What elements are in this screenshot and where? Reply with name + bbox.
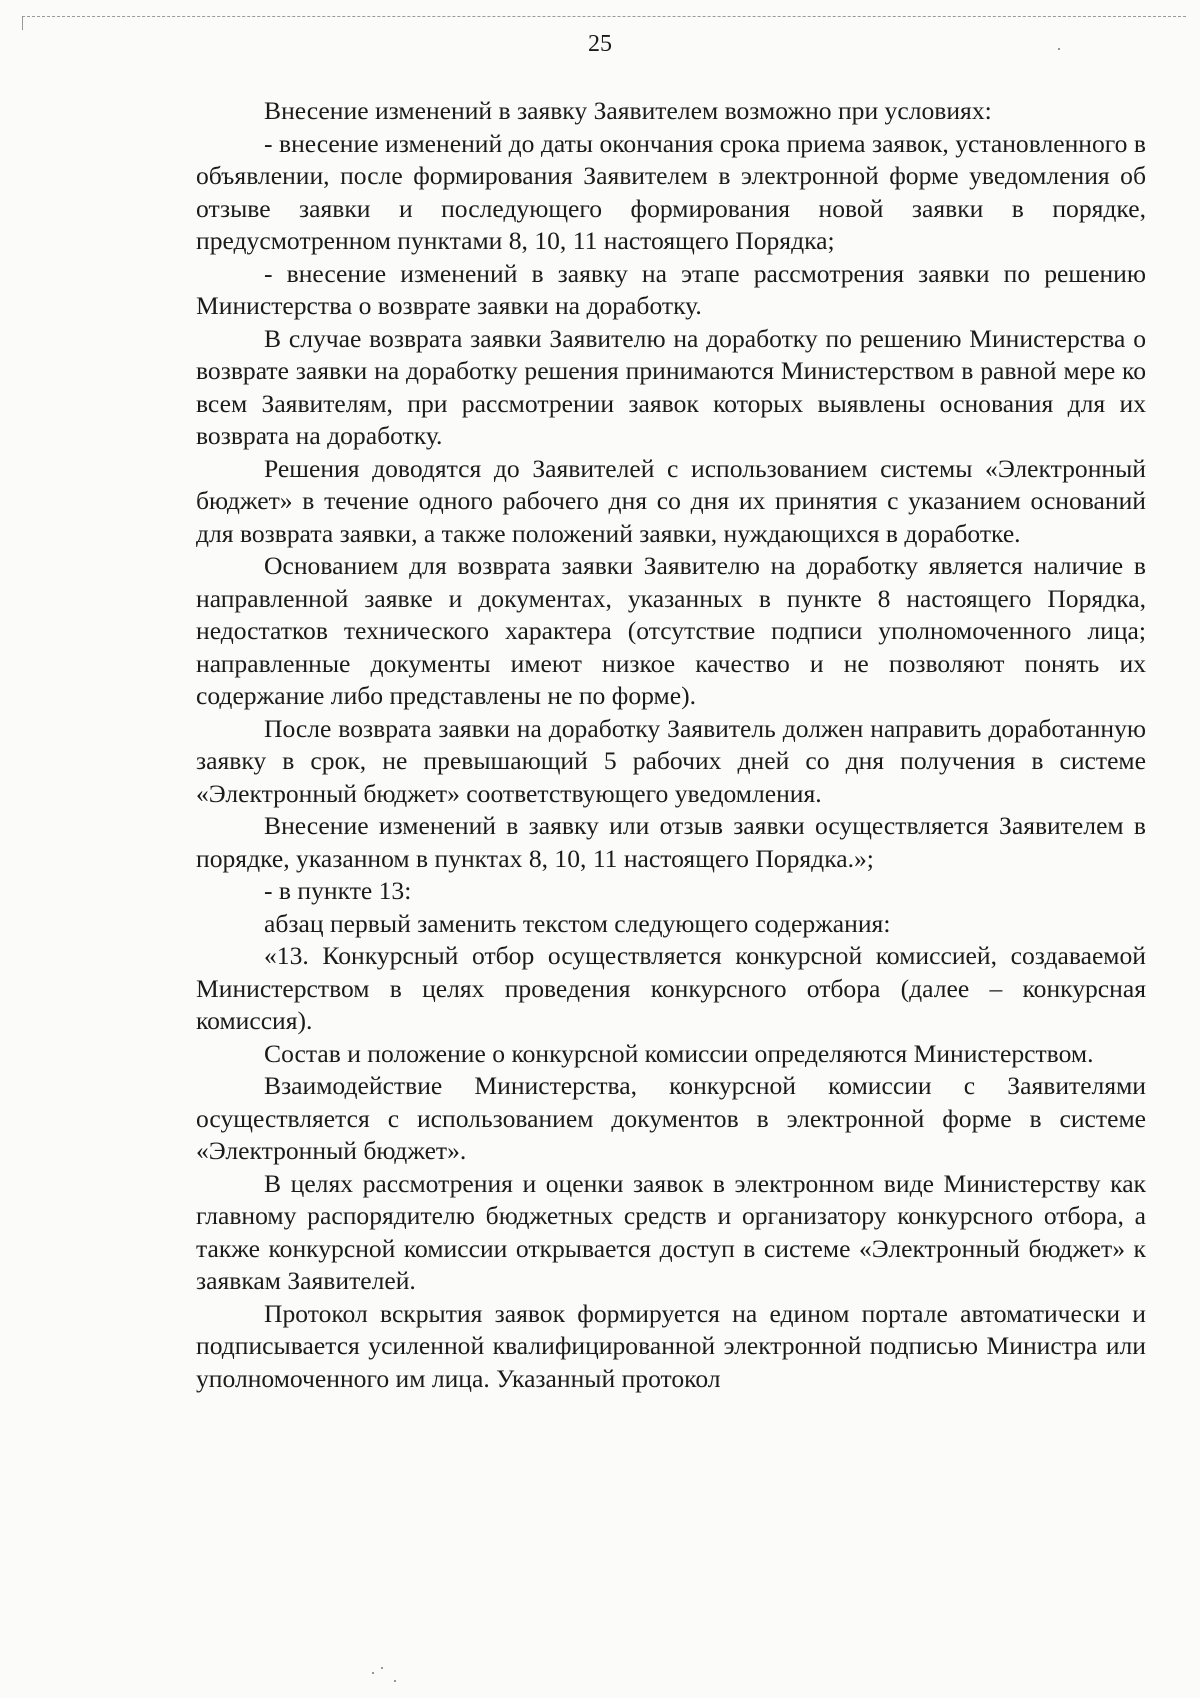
paragraph-9: - в пункте 13: [264,876,412,905]
scan-speck [372,1672,374,1674]
page-number: 25 [588,31,612,57]
scan-speck [381,1667,383,1669]
document-body [196,95,1146,1395]
paragraph-7: После возврата заявки на доработку Заявитель должен направить доработанную заявку в срок, не превышающий 5 рабочих дней со дня получения в системе «Электронный бюджет» соответствующего уведомления. [196,713,1146,808]
paragraph-6: Основанием для возврата заявки Заявителю на доработку является наличие в направленной заявке и документах, указанных в пункте 8 настоящего Порядка, недостатков технического характера (отсутствие подписи уполномоченного лица; направленные документы имеют низкое качество и не позволяют понять их содержание либо представлены не по форме). [196,551,1146,710]
scan-speck [1058,48,1060,50]
paragraph-15: Протокол вскрытия заявок формируется на едином портале автоматически и подписывается усиленной квалифицированной электронной подписью Министра или уполномоченного им лица. Указанный протокол [196,1298,1146,1393]
paragraph-5: Решения доводятся до Заявителей с использованием системы «Электронный бюджет» в течение одного рабочего дня со дня их принятия с указанием оснований для возврата заявки, а также положений заявки, нуждающихся в доработке. [196,453,1146,548]
paragraph-11: «13. Конкурсный отбор осуществляется конкурсной комиссией, создаваемой Министерством в целях проведения конкурсного отбора (далее – конкурсная комиссия). [196,941,1146,1035]
paragraph-8: Внесение изменений в заявку или отзыв заявки осуществляется Заявителем в порядке, указанном в пунктах 8, 10, 11 настоящего Порядка.»; [196,811,1146,873]
paragraph-13: Взаимодействие Министерства, конкурсной комиссии с Заявителями осуществляется с использованием документов в электронной форме в системе «Электронный бюджет». [196,1071,1146,1165]
paragraph-12: Состав и положение о конкурсной комиссии определяются Министерством. [264,1038,1094,1068]
paragraph-1: Внесение изменений в заявку Заявителем возможно при условиях: [264,96,992,125]
paragraph-14: В целях рассмотрения и оценки заявок в электронном виде Министерству как главному распорядителю бюджетных средств и организатору конкурсного отбора, а также конкурсной комиссии открывается доступ в системе «Электронный бюджет» к заявкам Заявителей. [196,1168,1146,1295]
scan-edge-line [22,16,1186,17]
paragraph-2: - внесение изменений до даты окончания срока приема заявок, установленного в объявлении, после формирования Заявителем в электронной форме уведомления об отзыве заявки и последующего формирования новой заявки в порядке, предусмотренном пунктами 8, 10, 11 настоящего Порядка; [196,128,1146,255]
paragraph-10: абзац первый заменить текстом следующего содержания: [264,908,891,938]
paragraph-4: В случае возврата заявки Заявителю на доработку по решению Министерства о возврате заявки на доработку решения принимаются Министерством в равной мере ко всем Заявителям, при рассмотрении заявок которых выявлены основания для их возврата на доработку. [196,323,1146,450]
scan-speck [394,1680,396,1682]
paragraph-3: - внесение изменений в заявку на этапе рассмотрения заявки по решению Министерства о возврате заявки на доработку. [196,258,1146,320]
